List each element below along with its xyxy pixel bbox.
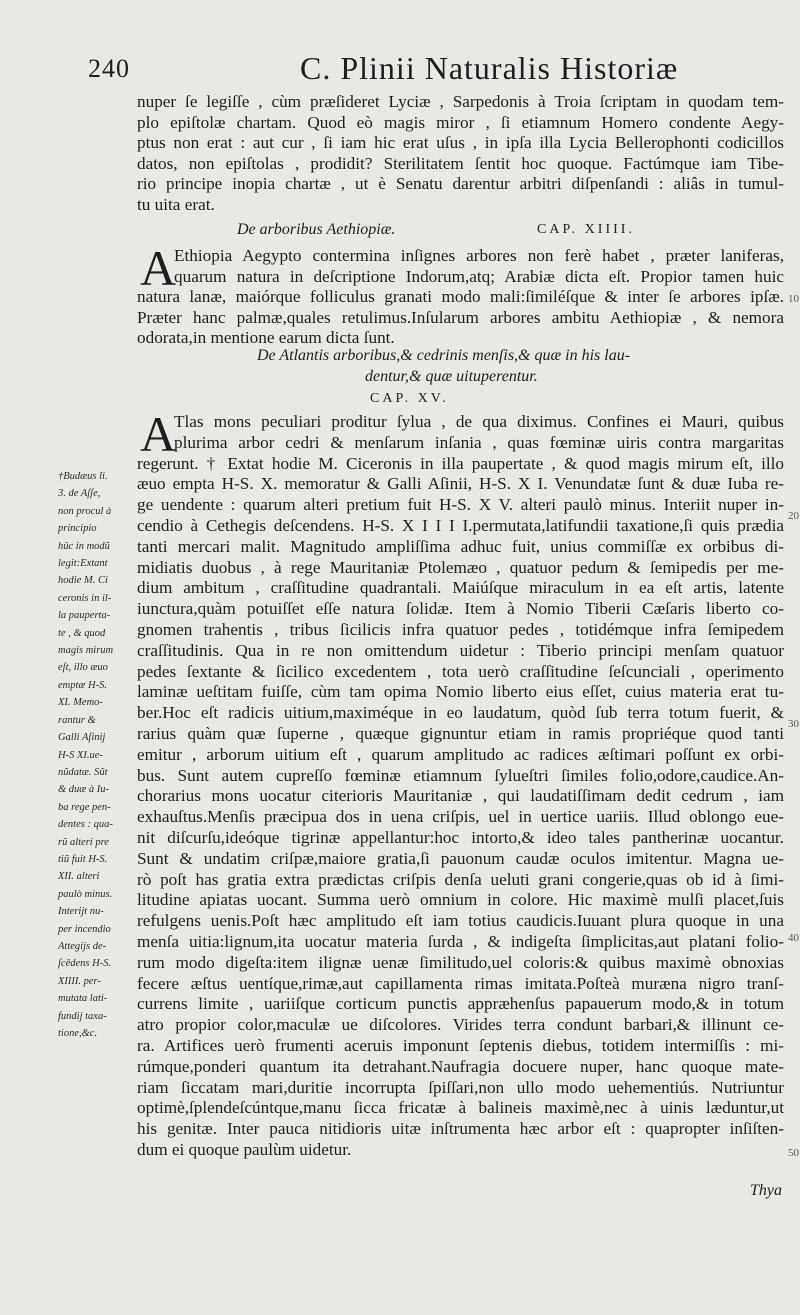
margin-note-line: la pauperta-: [58, 610, 111, 622]
text-line: exhauſtus.Menſis præcipua dos in uena criſpis, uel in uertice uariis. Illud oblongo eue-: [137, 807, 784, 827]
text-line: pedes ſextante & ſicilico excedentem , tota uerò craſſitudine ſeſcunciali , operimento: [137, 661, 784, 681]
margin-note-line: tione,&c.: [58, 1028, 98, 1039]
text-line: rò poſt has gratia extra prædictas criſpis denſa ueluti grani congerie,quas ob id à ſimi-: [137, 869, 784, 889]
margin-note: [58, 468, 136, 1042]
text-line: quarum natura in deſcriptione Indorum,atq; Arabiæ dicta eſt. Propior tamen huic: [174, 266, 784, 286]
text-line: Præter hanc palmæ,quales retulimus.Inſularum arbores ambitu Aethiopiæ , & nemora: [137, 307, 784, 327]
text-line: ge uendente : quarum alteri pretium fuit H-S. X V. alteri paulò minus. Interiit nuper in-: [137, 495, 784, 515]
margin-note-line: 3. de Aſſe,: [58, 488, 101, 500]
text-line: tu uita erat.: [137, 194, 215, 214]
chapter-15-title-line1: De Atlantis arboribus,& cedrinis menſis,& quæ in his lau-: [257, 347, 631, 364]
text-line: currens limite , uariiſque corticum punctis appræhenſus papauerum modo,& in totum: [137, 994, 784, 1014]
margin-note-line: & duæ à Iu-: [58, 784, 110, 796]
dropcap-14: A: [140, 240, 177, 296]
intro-paragraph: [137, 92, 784, 215]
chapter-14-cap: CAP. XIIII.: [537, 222, 635, 237]
margin-note-line: eſt, illo æuo: [58, 662, 108, 674]
margin-note-line: rantur &: [58, 714, 96, 726]
text-line: riam ſiccatam mari,duritie incorrupta ſpiſſari,non ullo modo uehementiús. Nutriuntur: [137, 1077, 784, 1097]
text-line: rum modo digeſta:item ilignæ uenæ ſimilitudo,uel coloris:& quibus maximè obnoxias: [137, 952, 784, 972]
line-number: 40: [788, 932, 799, 944]
line-number: 30: [788, 718, 799, 730]
margin-note-line: Attegijs de-: [58, 940, 107, 952]
text-line: datos, non epiſtolas , prodidit? Sterilitatem ſentit hoc quoque. Factúmque iam Tibe-: [137, 153, 784, 173]
margin-note-line: nũdatæ. Sũt: [58, 766, 108, 778]
text-line: regerunt. † Extat hodie M. Ciceronis in illa paupertate , & quod magis mirum eſt, illo: [137, 453, 784, 473]
text-line: cendio à Cethegis deſcendens. H-S. X I I I I.permutata,latifundii taxatione,ſi quis prædia: [137, 515, 784, 535]
margin-note-line: non procul à: [58, 505, 112, 517]
dropcap-15: A: [140, 406, 177, 462]
margin-note-line: †Budæus li.: [58, 471, 108, 482]
margin-note-line: legit:Extant: [58, 558, 108, 570]
margin-note-line: mutata lati-: [58, 993, 108, 1005]
text-line: chorarius mons uocatur citerioris Mauritaniæ , qui laudatiſſimam dedit cedrum , iam: [137, 786, 784, 806]
line-number: 50: [788, 1147, 799, 1159]
margin-note-line: principio: [58, 523, 97, 535]
margin-note-line: paulò minus.: [58, 888, 113, 900]
text-line: rúmque,ponderi quantum ita detrahant.Naufragia docuere nuper, hanc quoque mate-: [137, 1056, 784, 1076]
margin-note-line: fundij taxa-: [58, 1010, 107, 1022]
chapter-15-paragraph: [137, 406, 784, 1161]
margin-note-line: Galli Aſinij: [58, 732, 106, 744]
running-title: C. Plinii Naturalis Historiæ: [300, 50, 679, 86]
text-line: midiatis duobus , à rege Mauritaniæ Ptolemæo , quatuor pedum & ſemipedis per me-: [137, 557, 784, 577]
margin-note-line: hodie M. Ci: [58, 575, 108, 587]
margin-note-line: tiũ fuit H-S.: [58, 853, 108, 865]
text-line: natura lanæ, maiórque folliculus granati modo mali:ſimiléſque & inter ſe arbores ipſæ.: [137, 287, 784, 307]
line-number: 20: [788, 510, 799, 522]
text-line: laminæ ueſtitam fuiſſe, cùm tam opima Nomio liberto eius eſſet, cuius materia erat tu-: [137, 682, 784, 702]
chapter-15-title-line2: dentur,& quæ uituperentur.: [365, 368, 538, 385]
text-line: ptus non erat : aut cur , ſi iam hic erat uſus , in ipſa illa Lycia Bellerophonti codicillos: [137, 133, 784, 152]
margin-note-line: hûc in modũ: [58, 540, 110, 552]
text-line: gnomen trahentis , tribus ſicilicis infra quatuor pedes , totidémque infra ſemipedem: [137, 619, 784, 639]
chapter-15-cap: CAP. XV.: [370, 391, 449, 406]
text-line: rio principe inopia chartæ , ut è Senatu darentur arbitri diſpenſandi : aliâs in tumul-: [137, 174, 784, 193]
text-line: dum ei quoque paulùm uidetur.: [137, 1139, 352, 1159]
text-line: plo epiſtolæ chartam. Quod eò magis miror , ſi etiamnum Homero condente Aegy-: [137, 112, 784, 132]
margin-note-line: H-S XI.ue-: [58, 749, 103, 761]
text-line: emitur , arborum uitium eſt , quarum amplitudo ac radices æſtimari poſſunt ex orbi-: [137, 744, 784, 764]
margin-note-line: dentes : qua-: [58, 819, 113, 831]
text-line: craſſitudinis. Qua in re non omittendum uidetur : Tiberio principi menſam quatuor: [137, 640, 784, 660]
margin-note-line: ceronis in il-: [58, 592, 112, 604]
text-line: ra. Artifices uerò frumenti aceruis imponunt ſeptenis diebus, totidem intermiſſis : mi-: [137, 1035, 784, 1055]
text-line: rarius quàm quæ ſuperne , quæque gignuntur etiam in ramis propriéque quod tanti: [137, 723, 784, 743]
text-line: his genitæ. Inter pauca nitidioris uitæ inſtrumenta hæc arbor eſt : quapropter inſiſten-: [137, 1119, 784, 1139]
text-line: nuper ſe legiſſe , cùm præſideret Lyciæ , Sarpedonis à Troia ſcriptam in quodam tem-: [137, 92, 784, 111]
text-line: tanti mercari malit. Magnitudo ampliſſima adhuc fuit, unius commiſſæ ex orbibus di-: [137, 536, 784, 556]
text-line: iunctura,quàm potuiſſet eſſe natura ſolidæ. Item à Nomio Tiberii Cæſaris liberto co-: [137, 599, 784, 619]
text-line: dium ambitum , craſſitudine quadrantali. Maiúſque miraculum in ea eſt artis, latente: [137, 578, 784, 598]
text-line: nit diſcurſu,ideóque tigrinæ appellantur:hoc intorto,& ideo tales pantherinæ uocantur.: [137, 827, 784, 847]
chapter-14-paragraph: [137, 240, 784, 349]
line-number: 10: [788, 293, 799, 305]
text-line: bus. Sunt autem cupreſſo fœminæ etiamnum ſylueſtri ſimiles folio,odore,caudice.An-: [137, 765, 784, 785]
margin-note-line: te , & quod: [58, 627, 106, 639]
chapter-14-title: De arboribus Aethiopiæ.: [237, 221, 396, 238]
margin-note-line: XII. alteri: [58, 871, 100, 883]
margin-note-line: XI. Memo-: [58, 697, 103, 709]
margin-note-line: XIIII. per-: [58, 975, 101, 987]
text-line: optimè,ſplendeſcúntque,manu ſicca fricatæ à balineis maximè,nec à uinis læduntur,ut: [137, 1098, 784, 1118]
margin-note-line: per incendio: [58, 923, 111, 935]
text-line: ber.Hoc eſt radicis uitium,maximéque in eo laudatum, quòd ſub terra totum fuerit, &: [137, 703, 784, 723]
margin-note-line: rũ alteri pre: [58, 836, 109, 848]
margin-note-line: ba rege pen-: [58, 801, 111, 813]
text-line: fecere æſtus uentíque,rimæ,aut capillamenta rimas imitata.Poſteà muræna nigro tranſ-: [137, 973, 784, 993]
margin-note-line: magis mirum: [58, 645, 114, 657]
margin-note-line: emptæ H-S.: [58, 679, 107, 691]
page-header: [88, 50, 788, 90]
page-number: 240: [88, 54, 130, 83]
catchword: Thya: [750, 1182, 782, 1199]
text-line: Tlas mons peculiari proditur ſylua , de qua diximus. Confines ei Mauri, quibus: [174, 412, 784, 431]
text-line: plurima arbor cedri & menſarum inſania , quas fœminæ uiris contra margaritas: [174, 432, 784, 452]
text-line: menſa uitia:lignum,ita uocatur materia ſurda , & indigeſta ſimplicitas,aut platani folio-: [137, 931, 784, 951]
text-line: refulgens uenis.Poſt hæc amplitudo eſt iam totius caudicis.Iuuant plura quoque in una: [137, 911, 784, 931]
text-line: odorata,in mentione earum dicta ſunt.: [137, 328, 395, 348]
text-line: Ethiopia Aegypto contermina inſignes arbores non ferè habet , præter laniferas,: [174, 246, 784, 265]
text-line: atro propior color,maculæ ue diſcolores. Virides terra condunt barbari,& illinunt ce-: [137, 1015, 784, 1035]
text-line: litudine apiatas uocant. Summa uerò omnium in colore. Hic maximè mulſi placet,ſuis: [137, 890, 784, 910]
margin-note-line: Interijt nu-: [58, 906, 104, 918]
text-line: Sunt & undatim criſpæ,maiore gratia,ſi pauonum caudæ oculos imitentur. Magna ue-: [137, 848, 784, 868]
margin-note-line: ſcēdens H-S.: [58, 958, 112, 970]
text-line: æuo empta H-S. X. memoratur & Galli Aſinii, H-S. X I. Venundatæ ſunt & duæ Iuba re-: [137, 474, 784, 494]
